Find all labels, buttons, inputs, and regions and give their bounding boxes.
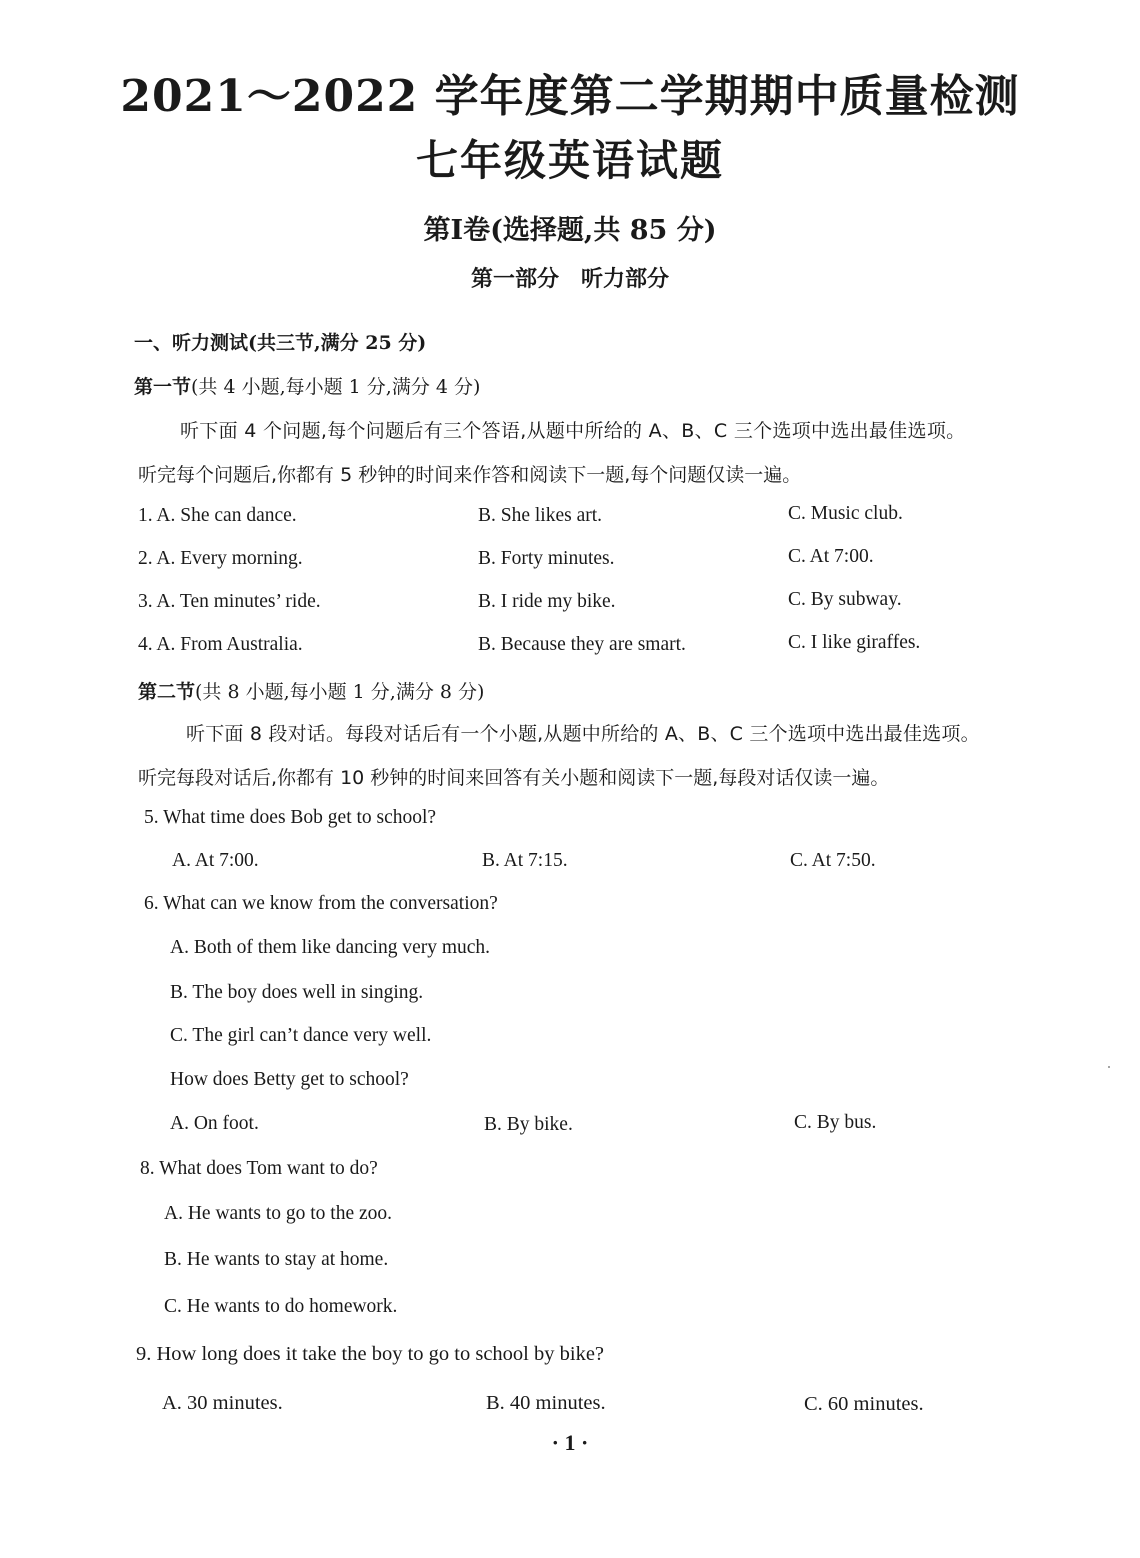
question-4-option-a: 4. A. From Australia. bbox=[138, 634, 303, 655]
question-2-option-c: C. At 7:00. bbox=[788, 546, 874, 567]
section1-heading-label: 第一节 bbox=[134, 376, 192, 398]
question-7-option-a: A. On foot. bbox=[170, 1113, 259, 1134]
question-6-option-b: B. The boy does well in singing. bbox=[170, 982, 424, 1003]
question-9-option-a: A. 30 minutes. bbox=[162, 1392, 283, 1414]
listening-heading: 一、听力测试(共三节,满分 25 分) bbox=[134, 332, 427, 354]
section1-instruction-line1: 听下面 4 个问题,每个问题后有三个答语,从题中所给的 A、B、C 三个选项中选出最佳选项。 bbox=[180, 420, 966, 442]
question-2-option-a: 2. A. Every morning. bbox=[138, 548, 303, 569]
question-3-option-a: 3. A. Ten minutes’ ride. bbox=[138, 591, 321, 612]
question-5-stem: 5. What time does Bob get to school? bbox=[144, 807, 437, 828]
section2-heading-detail: (共 8 小题,每小题 1 分,满分 8 分) bbox=[195, 681, 485, 703]
question-9-stem: 9. How long does it take the boy to go to school by bike? bbox=[136, 1343, 605, 1365]
scan-speck bbox=[1108, 1066, 1110, 1068]
question-3-option-c: C. By subway. bbox=[788, 589, 902, 610]
question-5-option-b: B. At 7:15. bbox=[482, 850, 568, 871]
volume-title: 第Ⅰ卷(选择题,共 85 分) bbox=[423, 215, 717, 246]
section2-heading-label: 第二节 bbox=[138, 681, 196, 703]
question-7-stem: How does Betty get to school? bbox=[170, 1069, 409, 1090]
question-8-stem: 8. What does Tom want to do? bbox=[140, 1158, 378, 1179]
question-9-option-b: B. 40 minutes. bbox=[486, 1392, 606, 1414]
question-4-option-c: C. I like giraffes. bbox=[788, 632, 921, 653]
part-title: 第一部分 听力部分 bbox=[470, 266, 669, 292]
question-1-option-a: 1. A. She can dance. bbox=[138, 505, 297, 526]
question-9-option-c: C. 60 minutes. bbox=[804, 1393, 924, 1415]
section1-heading-detail: (共 4 小题,每小题 1 分,满分 4 分) bbox=[191, 376, 481, 398]
section2-instruction-line1: 听下面 8 段对话。每段对话后有一个小题,从题中所给的 A、B、C 三个选项中选出最佳选项。 bbox=[186, 723, 980, 745]
section2-heading bbox=[138, 677, 484, 704]
question-8-option-c: C. He wants to do homework. bbox=[164, 1296, 398, 1317]
question-1-option-b: B. She likes art. bbox=[478, 505, 603, 526]
page-number: · 1 · bbox=[551, 1430, 589, 1455]
question-3-option-b: B. I ride my bike. bbox=[478, 591, 616, 612]
exam-subtitle: 七年级英语试题 bbox=[415, 136, 724, 185]
question-8-option-a: A. He wants to go to the zoo. bbox=[164, 1203, 393, 1224]
question-7-option-c: C. By bus. bbox=[794, 1112, 877, 1133]
question-1-option-c: C. Music club. bbox=[788, 503, 903, 524]
question-6-stem: 6. What can we know from the conversation? bbox=[144, 893, 498, 914]
section1-heading bbox=[134, 372, 480, 399]
question-6-option-c: C. The girl can’t dance very well. bbox=[170, 1025, 432, 1046]
section1-instruction-line2: 听完每个问题后,你都有 5 秒钟的时间来作答和阅读下一题,每个问题仅读一遍。 bbox=[138, 464, 802, 486]
question-7-option-b: B. By bike. bbox=[484, 1114, 573, 1135]
question-8-option-b: B. He wants to stay at home. bbox=[164, 1249, 389, 1270]
section2-instruction-line2: 听完每段对话后,你都有 10 秒钟的时间来回答有关小题和阅读下一题,每段对话仅读一遍。 bbox=[138, 767, 890, 789]
question-2-option-b: B. Forty minutes. bbox=[478, 548, 615, 569]
question-6-option-a: A. Both of them like dancing very much. bbox=[170, 937, 491, 958]
question-5-option-a: A. At 7:00. bbox=[172, 850, 259, 871]
exam-title: 2021～2022 学年度第二学期期中质量检测 bbox=[120, 71, 1020, 122]
question-5-option-c: C. At 7:50. bbox=[790, 850, 876, 871]
question-4-option-b: B. Because they are smart. bbox=[478, 634, 686, 655]
